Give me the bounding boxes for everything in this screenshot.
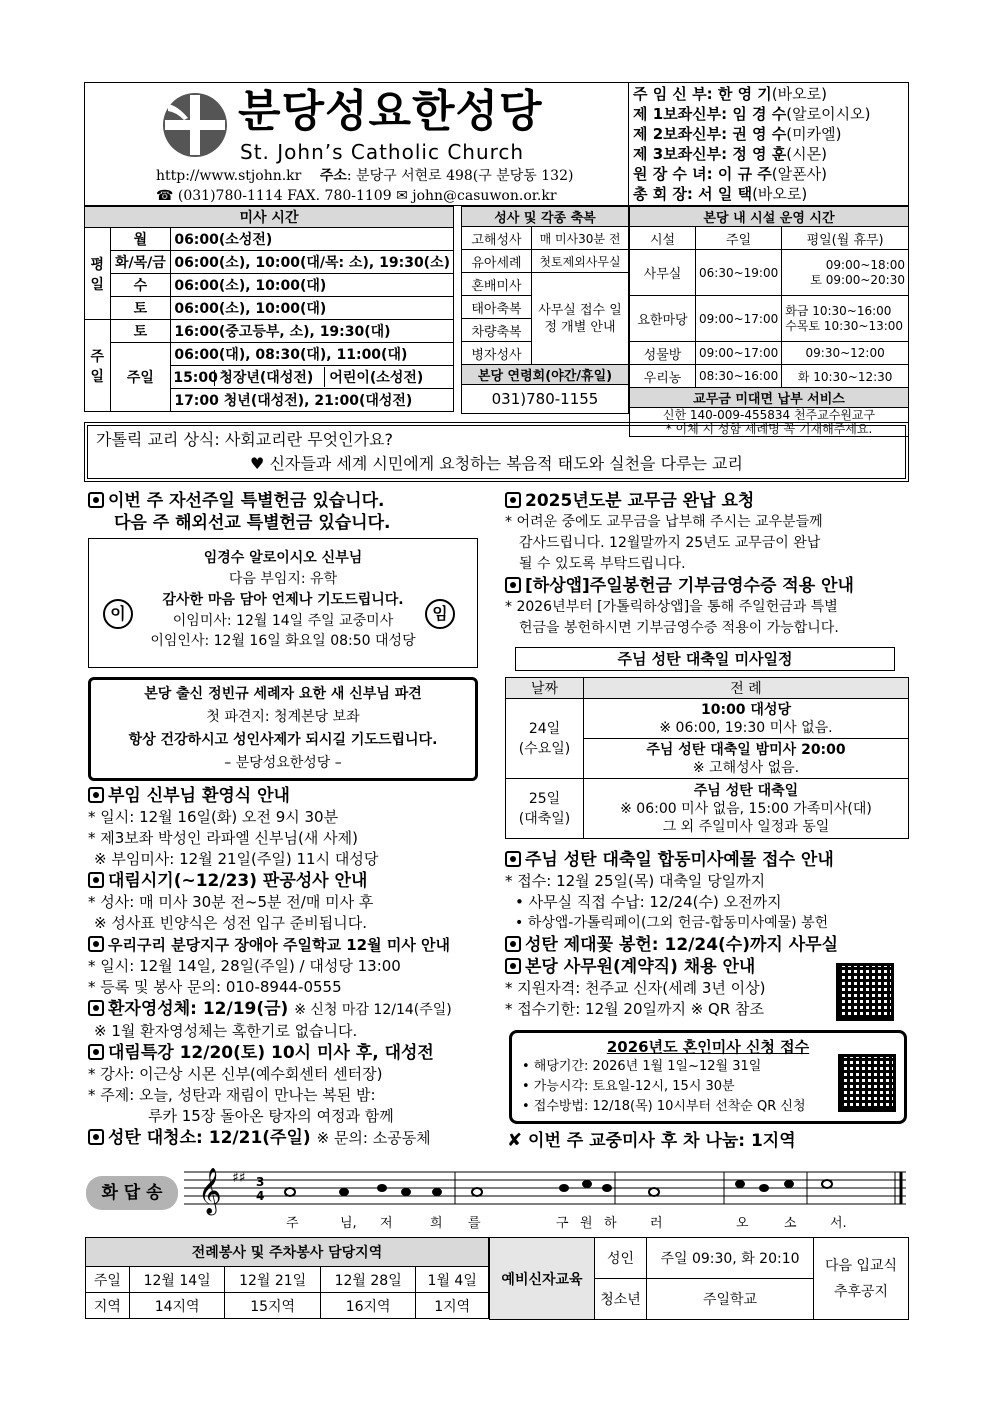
lecture-line: 루카 15장 돌아온 탕자의 여정과 함께	[148, 1107, 394, 1125]
mass-day: 주일	[110, 343, 171, 412]
sacrament-table	[461, 206, 629, 414]
right-notices-top	[505, 490, 910, 639]
bullet-icon	[505, 492, 521, 508]
farewell-thanks: 감사한 마음 담아 언제나 기도드립니다.	[162, 592, 404, 608]
clergy-row: 제 2보좌신부: 권 영 수(미카엘)	[633, 125, 842, 143]
header-url[interactable]	[156, 166, 573, 186]
mass-time: 06:00(대), 08:30(대), 11:00(대)	[171, 343, 454, 366]
christmas-rite-note: ※ 06:00, 19:30 미사 없음.	[659, 719, 833, 736]
facility-col: 시설	[630, 227, 696, 250]
dispatch-pray: 항상 건강하시고 성인사제가 되시길 기도드립니다.	[128, 732, 438, 748]
clergy-row: 주 임 신 부: 한 영 기(바오로)	[633, 85, 827, 103]
header-contact: ☎ (031)780-1114 FAX. 780-1109 ✉ john@casuwon.or.kr	[156, 188, 557, 204]
mass-time: 청장년(대성전)	[215, 367, 325, 387]
sick-communion-title: 환자영성체: 12/19(금) ※ 신청 마감 12/14(주일)	[88, 998, 483, 1021]
mass-day: 토	[110, 297, 171, 320]
sacrament-item: 유아세례	[462, 250, 532, 273]
church-name-ko: 분당성요한성당	[238, 86, 543, 137]
wedding-line: • 해당기간: 2026년 1월 1일~12월 31일	[522, 1059, 762, 1074]
bullet-icon	[505, 936, 521, 952]
bullet-icon	[88, 1044, 104, 1060]
bullet-icon	[88, 936, 104, 952]
clergy-list	[628, 82, 909, 206]
clergy-row: 총 회 장: 서 일 택(바오로)	[633, 185, 808, 203]
christmas-col: 전 례	[584, 678, 909, 699]
wedding-qr-code-icon[interactable]	[838, 1054, 896, 1112]
clergy-row: 제 1보좌신부: 임 경 수(알로이시오)	[633, 105, 871, 123]
svg-text:𝄞: 𝄞	[198, 1168, 222, 1214]
farewell-next: 다음 부임지: 유학	[228, 571, 338, 587]
wedding-line: • 접수방법: 12/18(목) 10시부터 선착순 QR 신청	[522, 1099, 806, 1114]
facility-col: 평일(월 휴무)	[782, 227, 909, 250]
mass-time: 17:00 청년(대성전), 21:00(대성전)	[171, 389, 454, 412]
lecture-line: * 강사: 이근상 시몬 신부(예수회센터 센터장)	[88, 1065, 383, 1083]
bullet-icon	[505, 577, 521, 593]
svg-text:♯♯: ♯♯	[232, 1170, 246, 1186]
laurel-badge-icon: 임	[425, 599, 455, 629]
facility-wk: 09:30~12:00	[782, 342, 909, 365]
dues-title: 2025년도분 교무금 완납 요청	[505, 490, 910, 512]
cleaning-title: 성탄 대청소: 12/21(주일) ※ 문의: 소공동체	[88, 1127, 483, 1149]
lecture-title: 대림특강 12/20(토) 10시 미사 후, 대성전	[88, 1042, 483, 1064]
offering-title: 주님 성탄 대축일 합동미사예물 접수 안내	[505, 849, 910, 871]
bullet-icon	[505, 851, 521, 867]
sacrament-office-note: 사무실 접수 일정 개별 안내	[532, 273, 629, 365]
duty-cell: 지역	[86, 1293, 130, 1319]
sacrament-item: 혼배미사	[462, 273, 532, 296]
svg-text:4: 4	[256, 1189, 265, 1203]
catechumen-youth-time: 주일학교	[647, 1279, 814, 1320]
app-line: * 2026년부터 [가톨릭하상앱]을 통해 주일헌금과 특별	[505, 599, 838, 615]
advent-title: 대림시기(~12/23) 판공성사 안내	[88, 870, 483, 892]
mass-time: 06:00(소), 10:00(대)	[171, 274, 454, 297]
dispatch-box	[88, 677, 478, 781]
next-enrollment-label: 다음 입교식	[824, 1257, 898, 1274]
mass-time: 06:00(소), 10:00(대/목: 소), 19:30(소)	[171, 251, 454, 274]
offering-line: • 사무실 직접 수납: 12/24(수) 오전까지	[515, 893, 782, 911]
sharing-title: ✘ 이번 주 교중미사 후 차 나눔: 1지역	[507, 1130, 796, 1151]
hiring-line: * 지원자격: 천주교 신자(세례 3년 이상)	[505, 979, 766, 997]
special-collection-notice: 다음 주 해외선교 특별헌금 있습니다.	[114, 513, 391, 533]
christmas-col: 날짜	[506, 678, 584, 699]
sacrament-note: 첫토제외사무실	[532, 250, 629, 273]
duty-cell: 15지역	[225, 1293, 321, 1319]
lyric-syllable: 러	[650, 1216, 663, 1231]
christmas-date: 24일	[528, 720, 561, 737]
lyric-syllable: 주	[286, 1216, 299, 1231]
hymn-score	[184, 1160, 910, 1216]
hiring-line: * 접수기한: 12월 20일까지 ※ QR 참조	[505, 1000, 765, 1018]
lecture-line: * 주제: 오늘, 성탄과 재림이 만나는 복된 밤:	[88, 1086, 376, 1104]
left-notices	[88, 785, 483, 1149]
church-name-en: St. John’s Catholic Church	[240, 140, 525, 164]
flower-icon: ✘	[507, 1130, 523, 1151]
duty-cell: 16지역	[320, 1293, 416, 1319]
hiring-qr-code-icon[interactable]	[836, 963, 894, 1021]
wedding-title: 2026년도 혼인미사 신청 접수	[606, 1038, 810, 1056]
christmas-rite-note: 그 외 주일미사 일정과 동일	[662, 818, 830, 835]
clergy-row: 원 장 수 녀: 이 규 주(알폰사)	[633, 165, 827, 183]
facility-name: 우리농	[630, 365, 696, 388]
mass-time: 06:00(소성전)	[171, 228, 454, 251]
bullet-icon	[88, 1129, 104, 1145]
response-psalm-label: 화 답 송	[86, 1176, 178, 1210]
duty-table	[85, 1237, 489, 1319]
mass-time: 06:00(소), 10:00(대)	[171, 297, 454, 320]
catechumen-label: 예비신자교육	[490, 1238, 595, 1320]
duty-cell: 14지역	[129, 1293, 225, 1319]
app-line: 헌금을 봉헌하시면 기부금영수증 적용이 가능합니다.	[519, 620, 839, 636]
hiring-title: 본당 사무원(계약직) 채용 안내	[505, 956, 910, 978]
facility-wk: 토 09:00~20:30	[810, 272, 905, 287]
lyric-syllable: 원	[580, 1216, 593, 1231]
sunday-label: 주일	[85, 320, 111, 412]
facility-sun: 09:00~17:00	[696, 342, 782, 365]
facility-name: 성물방	[630, 342, 696, 365]
payment-note: * 이체 시 성함 세례명 꼭 기재해주세요.	[665, 422, 873, 436]
farewell-mass: 이임미사: 12월 14일 주일 교중미사	[172, 613, 394, 629]
sacrament-note: 매 미사30분 전	[532, 227, 629, 250]
farewell-greet: 이임인사: 12월 16일 화요일 08:50 대성당	[150, 633, 416, 649]
duty-cell: 12월 21일	[225, 1267, 321, 1293]
mass-title: 미사 시간	[85, 207, 454, 228]
sacrament-item: 태아축복	[462, 296, 532, 319]
christmas-date: 25일	[528, 790, 561, 807]
facility-col: 주일	[696, 227, 782, 250]
disabled-line: * 일시: 12월 14일, 28일(주일) / 대성당 13:00	[88, 957, 401, 975]
christmas-schedule-table	[505, 677, 909, 839]
church-logo-icon	[160, 90, 230, 160]
website-link[interactable]: http://www.stjohn.kr	[156, 168, 302, 184]
clergy-row: 제 3보좌신부: 정 영 훈(시몬)	[633, 145, 827, 163]
lyric-syllable: 소	[784, 1216, 797, 1231]
christmas-rite: 주님 성탄 대축일	[693, 782, 799, 799]
mass-day: 화/목/금	[110, 251, 171, 274]
next-enrollment-value: 추후공지	[833, 1283, 889, 1300]
christmas-rite-note: ※ 06:00 미사 없음, 15:00 가족미사(대)	[620, 800, 872, 817]
sick-line: ※ 1월 환자영성체는 혹한기로 없습니다.	[94, 1022, 358, 1040]
christmas-rite-note: ※ 고해성사 없음.	[692, 759, 800, 776]
facility-name: 사무실	[630, 250, 696, 296]
farewell-title: 임경수 알로이시오 신부님	[203, 550, 363, 566]
bullet-icon	[88, 1000, 104, 1016]
duty-cell: 12월 28일	[320, 1267, 416, 1293]
lyric-syllable: 오	[736, 1216, 749, 1231]
facility-sun: 09:00~17:00	[696, 296, 782, 342]
advent-line: * 성사: 매 미사 30분 전~5분 전/매 미사 후	[88, 893, 374, 911]
disabled-school-title: 우리구리 분당지구 장애아 주일학교 12월 미사 안내	[88, 934, 483, 956]
lyric-syllable: 를	[468, 1216, 481, 1231]
laurel-badge-icon: 이	[103, 599, 133, 629]
offering-line: * 접수: 12월 25일(목) 대축일 당일까지	[505, 872, 766, 890]
facility-sun: 06:30~19:00	[696, 250, 782, 296]
lyric-syllable: 구	[556, 1216, 569, 1231]
catechumen-table	[489, 1237, 909, 1320]
christmas-date-sub: (대축일)	[518, 810, 571, 827]
bullet-icon	[88, 872, 104, 888]
sacrament-item: 고해성사	[462, 227, 532, 250]
facility-wk: 수목토 10:30~13:00	[785, 318, 904, 333]
lyric-syllable: 하	[604, 1216, 617, 1231]
bullet-icon	[88, 787, 104, 803]
welcome-line: ※ 부임미사: 12월 21일(주일) 11시 대성당	[94, 850, 379, 868]
duty-cell: 주일	[86, 1267, 130, 1293]
mass-time: 16:00(중고등부, 소), 19:30(대)	[171, 320, 454, 343]
facilities-title: 본당 내 시설 운영 시간	[630, 207, 909, 227]
farewell-box	[88, 538, 478, 668]
duty-cell: 1지역	[416, 1293, 489, 1319]
dues-line: * 어려운 중에도 교무금을 납부해 주시는 교우분들께	[505, 514, 823, 530]
facilities-table	[629, 206, 909, 437]
disabled-line: * 등록 및 봉사 문의: 010-8944-0555	[88, 978, 342, 996]
lyric-syllable: 저	[380, 1216, 393, 1231]
dispatch-first: 첫 파견지: 청계본당 보좌	[206, 709, 360, 725]
sacrament-title: 성사 및 각종 축복	[462, 207, 629, 227]
facility-sun: 08:30~16:00	[696, 365, 782, 388]
duty-cell: 12월 14일	[129, 1267, 225, 1293]
svg-text:3: 3	[256, 1175, 265, 1189]
catechumen-youth: 청소년	[595, 1279, 647, 1320]
facility-wk: 09:00~18:00	[825, 257, 905, 272]
lyric-syllable: 님,	[340, 1216, 357, 1231]
dispatch-title: 본당 출신 정빈규 세례자 요한 새 신부님 파견	[144, 686, 422, 702]
welcome-line: * 일시: 12월 16일(화) 오전 9시 30분	[88, 808, 339, 826]
mass-day: 수	[110, 274, 171, 297]
sacrament-item: 차량축복	[462, 319, 532, 342]
mass-day: 토	[110, 320, 171, 343]
mass-time: 어린이(소성전)	[329, 370, 424, 386]
welcome-title: 부임 신부님 환영식 안내	[88, 785, 483, 807]
bullet-icon	[88, 492, 104, 508]
facility-name: 요한마당	[630, 296, 696, 342]
offering-line: • 하상앱-가톨릭페이(그외 헌금-합동미사예물) 봉헌	[515, 915, 829, 931]
mass-day: 월	[110, 228, 171, 251]
doctrine-box	[84, 422, 909, 482]
lyric-syllable: 서.	[830, 1216, 847, 1231]
christmas-schedule-title: 주님 성탄 대축일 미사일정	[515, 647, 895, 671]
flowers-title: 성탄 제대꽃 봉헌: 12/24(수)까지 사무실	[505, 934, 910, 956]
dues-line: 감사드립니다. 12월말까지 25년도 교무금이 완납	[519, 535, 821, 551]
address-label: 주소	[319, 168, 347, 184]
mass-time: 15:00	[173, 370, 218, 386]
bullet-icon	[505, 958, 521, 974]
duty-title: 전례봉사 및 주차봉사 담당지역	[86, 1238, 489, 1267]
payment-account: 신한 140-009-455834 천주교수원교구	[662, 408, 876, 422]
wedding-line: • 가능시각: 토요일-12시, 15시 30분	[522, 1079, 735, 1094]
christmas-date-sub: (수요일)	[518, 740, 571, 757]
lyric-syllable: 희	[430, 1216, 443, 1231]
sacrament-item: 병자성사	[462, 342, 532, 365]
special-collection-notice: 이번 주 자선주일 특별헌금 있습니다.	[88, 490, 384, 512]
advent-line: ※ 성사표 빈양식은 성전 입구 준비됩니다.	[94, 914, 368, 932]
address: : 분당구 서현로 498(구 분당동 132)	[346, 168, 574, 184]
facility-wk: 화금 10:30~16:00	[785, 303, 892, 318]
hymn-lyrics	[270, 1212, 890, 1232]
doctrine-question: 가톨릭 교리 상식: 사회교리란 무엇인가요?	[96, 430, 393, 449]
christmas-rite: 주님 성탄 대축일 밤미사 20:00	[646, 741, 846, 758]
mass-table	[84, 206, 454, 412]
facility-wk: 화 10:30~12:30	[782, 365, 909, 388]
funeral-council-title: 본당 연령회(야간/휴일)	[462, 365, 629, 385]
dues-line: 될 수 있도록 부탁드립니다.	[519, 556, 686, 572]
dispatch-sign: – 분당성요한성당 –	[224, 755, 342, 771]
christmas-rite: 10:00 대성당	[700, 701, 791, 718]
weekday-label: 평일	[85, 228, 111, 320]
funeral-council-phone: 031)780-1155	[462, 385, 629, 414]
app-title: [하상앱]주일봉헌금 기부금영수증 적용 안내	[505, 575, 910, 597]
catechumen-adult-time: 주일 09:30, 화 20:10	[647, 1238, 814, 1279]
welcome-line: * 제3보좌 박성인 라파엘 신부님(새 사제)	[88, 829, 358, 847]
doctrine-answer: ♥ 신자들과 세계 시민에게 요청하는 복음적 태도와 실천을 다루는 교리	[250, 454, 743, 473]
payment-title: 교무금 미대면 납부 서비스	[630, 388, 909, 408]
catechumen-adult: 성인	[595, 1238, 647, 1279]
duty-cell: 1월 4일	[416, 1267, 489, 1293]
